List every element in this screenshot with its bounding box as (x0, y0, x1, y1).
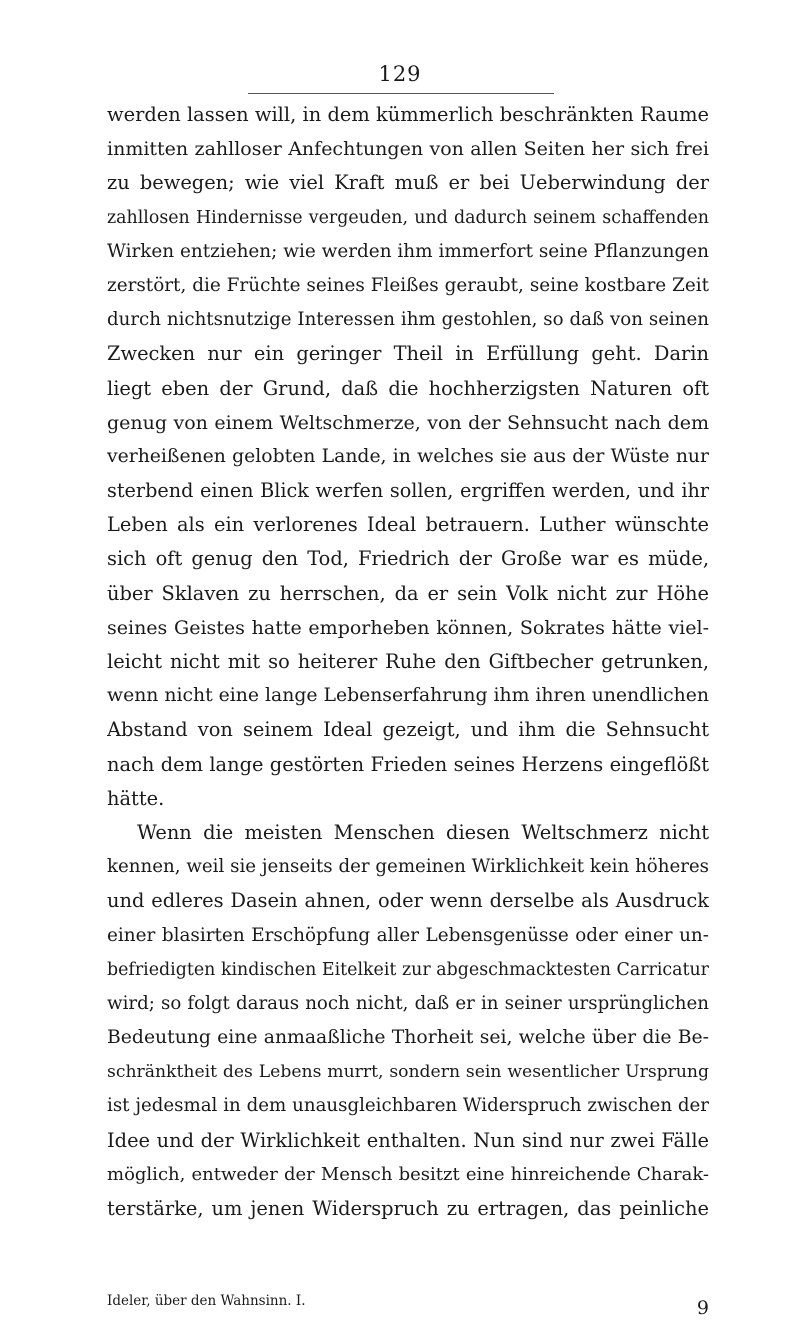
text-line: Zwecken nur ein geringer Theil in Erfüllung geht. Darin (107, 342, 709, 366)
text-line: schränktheit des Lebens murrt, sondern sein wesentlicher Ursprung (107, 1062, 709, 1083)
text-line: befriedigten kindischen Eitelkeit zur abgeschmacktesten Carricatur (107, 959, 709, 980)
text-line: zahllosen Hindernisse vergeuden, und dadurch seinem schaffenden (107, 207, 709, 228)
body-text (107, 98, 709, 1226)
header-rule (248, 93, 554, 94)
paragraph-start-line: Wenn die meisten Menschen diesen Weltschmerz nicht (137, 820, 709, 844)
text-line: möglich, entweder der Mensch besitzt eine hinreichende Charak- (107, 1163, 709, 1185)
text-line: zerstört, die Früchte seines Fleißes geraubt, seine kostbare Zeit (107, 274, 709, 296)
text-line: seines Geistes hatte emporheben können, Sokrates hätte viel- (107, 616, 709, 639)
paragraph-end-line: hätte. (107, 786, 165, 810)
text-line: ist jedesmal in dem unausgleichbaren Widerspruch zwischen der (107, 1095, 709, 1117)
page-footer (107, 1291, 709, 1321)
text-line: kennen, weil sie jenseits der gemeinen Wirklichkeit kein höheres (107, 856, 709, 878)
text-line: wenn nicht eine lange Lebenserfahrung ihm ihren unendlichen (107, 685, 709, 707)
text-line: nach dem lange gestörten Frieden seines Herzens eingeflößt (107, 752, 709, 776)
text-line: leicht nicht mit so heiterer Ruhe den Giftbecher getrunken, (107, 650, 709, 673)
text-line: Bedeutung eine anmaaßliche Thorheit sei, welche über die Be- (107, 1027, 709, 1049)
text-line: sich oft genug den Tod, Friedrich der Große war es müde, (107, 547, 709, 571)
sheet-number: 9 (696, 1297, 709, 1319)
text-line: zu bewegen; wie viel Kraft muß er bei Ueberwindung der (107, 171, 709, 195)
text-line: Idee und der Wirklichkeit enthalten. Nun sind nur zwei Fälle (107, 1128, 709, 1152)
text-line: verheißenen gelobten Lande, in welches sie aus der Wüste nur (107, 445, 709, 467)
text-line: genug von einem Weltschmerze, von der Sehnsucht nach dem (107, 411, 709, 434)
text-line: einer blasirten Erschöpfung aller Lebensgenüsse oder einer un- (107, 924, 709, 946)
text-line: inmitten zahlloser Anfechtungen von allen Seiten her sich frei (107, 138, 709, 161)
footer-signature: Ideler, über den Wahnsinn. I. (107, 1293, 306, 1309)
text-line: über Sklaven zu herrschen, da er sein Volk nicht zur Höhe (107, 581, 709, 605)
text-line: durch nichtsnutzige Interessen ihm gestohlen, so daß von seinen (107, 309, 709, 331)
text-line: Abstand von seinem Ideal gezeigt, und ihm die Sehnsucht (107, 718, 709, 742)
text-line: Leben als ein verlorenes Ideal betrauern. Luther wünschte (107, 513, 709, 537)
text-line: sterbend einen Blick werfen sollen, ergriffen werden, und ihr (107, 479, 709, 503)
text-line: werden lassen will, in dem kümmerlich beschränkten Raume (107, 103, 709, 126)
text-line: Wirken entziehen; wie werden ihm immerfort seine Pflanzungen (107, 240, 709, 262)
text-line: und edleres Dasein ahnen, oder wenn derselbe als Ausdruck (107, 889, 709, 913)
text-line: wird; so folgt daraus noch nicht, daß er in seiner ursprünglichen (107, 992, 709, 1014)
page-number: 129 (378, 62, 422, 86)
text-line: terstärke, um jenen Widerspruch zu ertragen, das peinliche (107, 1197, 709, 1220)
text-line: liegt eben der Grund, daß die hochherzigsten Naturen oft (107, 376, 709, 400)
